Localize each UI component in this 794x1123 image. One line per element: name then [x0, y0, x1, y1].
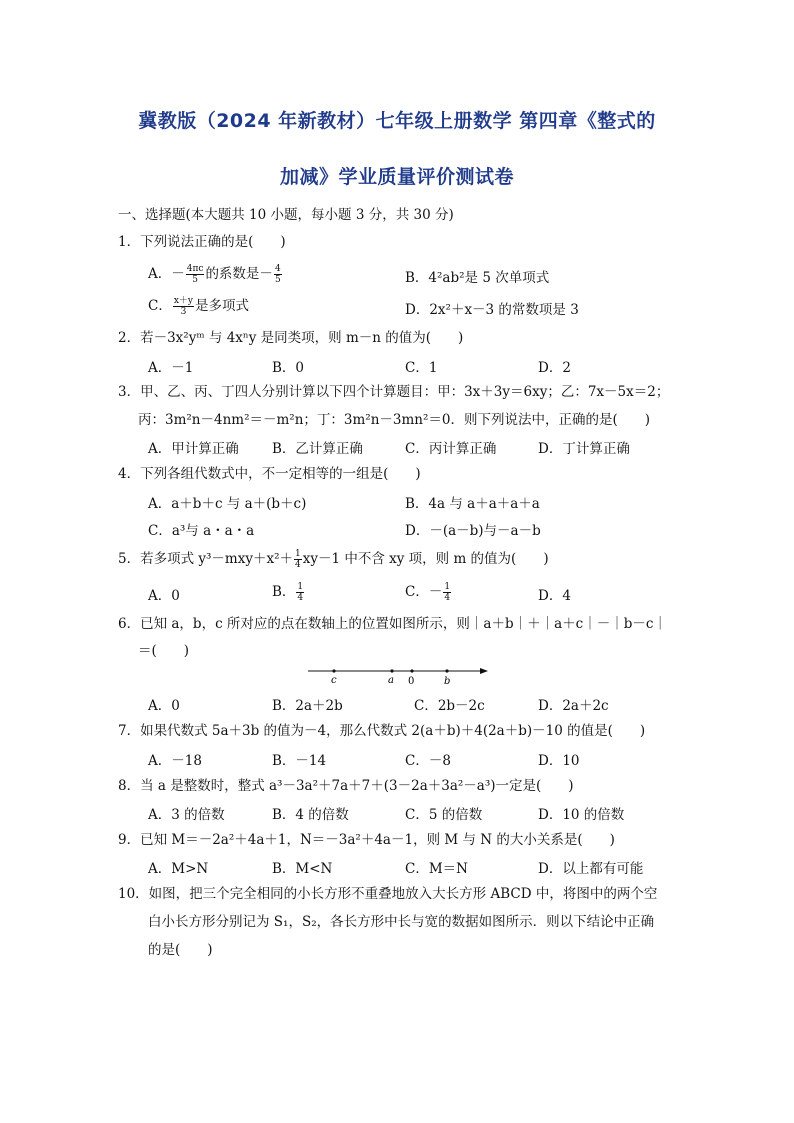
point-b — [445, 669, 448, 672]
question-4-option-b: B．4a 与 a＋a＋a＋a — [405, 496, 540, 512]
question-1-stem: 1．下列说法正确的是( ) — [118, 234, 286, 250]
section-heading: 一、选择题(本大题共 10 小题，每小题 3 分，共 30 分) — [118, 207, 454, 223]
question-8-option-a: A．3 的倍数 — [148, 807, 225, 823]
fraction: $\frac{1}{4}$ — [295, 549, 301, 570]
label-b: b — [444, 676, 451, 686]
question-8-option-c: C．5 的倍数 — [405, 807, 483, 823]
number-line-arrow — [480, 668, 488, 674]
question-3-stem-line2: 丙：3m²n－4nm²＝－m²n；丁：3m²n－3mn²＝0．则下列说法中，正确的是( ) — [138, 412, 651, 428]
fraction: $\frac{1}{4}$ — [444, 582, 451, 603]
question-9-stem: 9．已知 M＝－2a²＋4a＋1，N＝－3a²＋4a－1，则 M 与 N 的大小关系是( ) — [118, 832, 615, 848]
question-7-option-c: C．－8 — [405, 753, 451, 769]
fraction: $\frac{4}{5}$ — [274, 264, 281, 285]
question-3-option-d: D．丁计算正确 — [538, 441, 630, 457]
question-6-option-d: D．2a＋2c — [538, 698, 609, 714]
question-4-option-d: D．－(a－b)与－a－b — [405, 523, 541, 539]
question-7-option-b: B．－14 — [272, 753, 327, 769]
page-title-line2: 加减》学业质量评价测试卷 — [279, 166, 514, 188]
question-7-option-a: A．－18 — [148, 753, 202, 769]
question-5-option-c: C．－ $\frac{1}{4}$ — [405, 582, 451, 603]
question-6-stem-line1: 6．已知 a，b，c 所对应的点在数轴上的位置如图所示，则｜a＋b｜＋｜a＋c｜－｜b－c｜ — [118, 616, 667, 632]
question-6-option-b: B．2a＋2b — [272, 698, 343, 714]
question-6-option-c: C．2b－2c — [414, 698, 485, 714]
fraction: $\frac{4\pi c}{5}$ — [186, 264, 204, 285]
point-a — [390, 669, 393, 672]
question-6-stem-line2: ＝( ) — [138, 643, 190, 659]
question-2-stem: 2．若－3x²yᵐ 与 4xⁿy 是同类项，则 m－n 的值为( ) — [118, 330, 464, 346]
question-6-option-a: A．0 — [148, 698, 180, 714]
question-2-option-c: C．1 — [405, 360, 438, 376]
question-7-option-d: D．10 — [538, 753, 580, 769]
label-a: a — [388, 675, 394, 686]
label-c: c — [331, 675, 337, 686]
page-title-line1: 冀教版（2024 年新教材）七年级上册数学 第四章《整式的 — [138, 110, 656, 132]
question-2-option-a: A．－1 — [148, 360, 194, 376]
point-zero — [410, 669, 413, 672]
question-3-option-b: B．乙计算正确 — [272, 441, 363, 457]
question-1-option-c: C． $\frac{x+y}{3}$ 是多项式 — [148, 296, 250, 317]
question-4-option-c: C．a³与 a・a・a — [148, 523, 255, 539]
question-10-stem-line3: 的是( ) — [148, 942, 213, 958]
question-3-option-a: A．甲计算正确 — [148, 441, 239, 457]
number-line-figure — [306, 660, 490, 686]
question-5-option-b: B． $\frac{1}{4}$ — [272, 582, 304, 603]
question-4-stem: 4．下列各组代数式中，不一定相等的一组是( ) — [118, 466, 421, 482]
question-8-option-d: D．10 的倍数 — [538, 807, 625, 823]
question-1-option-a: A．－ $\frac{4\pi c}{5}$ 的系数是－ $\frac{4}{5}$ — [148, 264, 281, 285]
question-5-stem: 5．若多项式 y³－mxy＋x²＋ $\frac{1}{4}$ xy－1 中不含 xy 项，则 m 的值为( ) — [118, 549, 549, 570]
point-c — [332, 669, 335, 672]
question-5-option-a: A．0 — [148, 588, 180, 604]
label-zero: 0 — [408, 676, 415, 686]
question-5-option-d: D．4 — [538, 588, 571, 604]
question-10-stem-line1: 10．如图，把三个完全相同的小长方形不重叠地放入大长方形 ABCD 中，将图中的两个空 — [118, 886, 658, 902]
question-1-option-d: D．2x²＋x－3 的常数项是 3 — [405, 302, 579, 318]
question-2-option-d: D．2 — [538, 360, 571, 376]
question-3-option-c: C．丙计算正确 — [405, 441, 497, 457]
question-2-option-b: B．0 — [272, 360, 305, 376]
question-8-option-b: B．4 的倍数 — [272, 807, 349, 823]
question-9-option-a: A．M>N — [148, 861, 209, 877]
question-3-stem-line1: 3．甲、乙、丙、丁四人分别计算以下四个计算题目：甲：3x＋3y＝6xy；乙：7x－5x＝2； — [118, 384, 670, 400]
question-7-stem: 7．如果代数式 5a＋3b 的值为－4，那么代数式 2(a＋b)＋4(2a＋b)－10 的值是( ) — [118, 723, 646, 739]
question-4-option-a: A．a＋b＋c 与 a＋(b＋c) — [148, 496, 307, 512]
question-9-option-b: B．M<N — [272, 861, 333, 877]
question-10-stem-line2: 白小长方形分别记为 S₁，S₂，各长方形中长与宽的数据如图所示．则以下结论中正确 — [148, 914, 655, 930]
fraction: $\frac{x+y}{3}$ — [173, 296, 194, 317]
fraction: $\frac{1}{4}$ — [297, 582, 304, 603]
question-8-stem: 8．当 a 是整数时，整式 a³－3a²＋7a＋7＋(3－2a＋3a²－a³)一定是( ) — [118, 778, 574, 794]
question-9-option-c: C．M＝N — [405, 861, 468, 877]
question-9-option-d: D．以上都有可能 — [538, 861, 644, 877]
question-1-option-b: B．4²ab²是 5 次单项式 — [405, 270, 550, 286]
